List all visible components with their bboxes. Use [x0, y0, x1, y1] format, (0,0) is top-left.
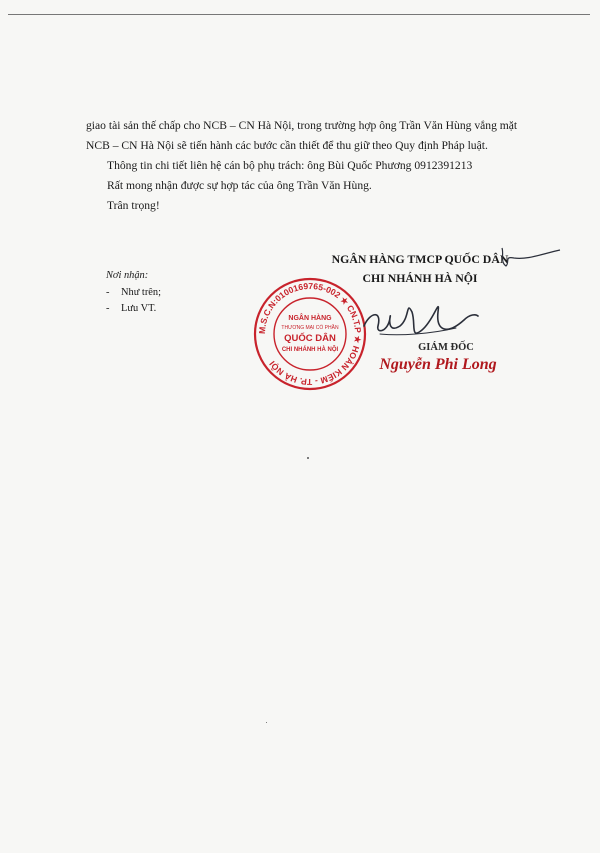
speck [307, 457, 309, 459]
top-divider [8, 14, 590, 15]
body-line: giao tài sản thế chấp cho NCB – CN Hà Nội, trong trường hợp ông Trần Văn Hùng vắng mặt [86, 119, 518, 132]
signer-name: Nguyễn Phi Long [379, 356, 497, 373]
recipient-item: - Như trên; [106, 285, 161, 302]
closing-request: Rất mong nhận được sự hợp tác của ông Trần Văn Hùng. [107, 179, 372, 192]
speck [266, 722, 267, 723]
stamp-inner-line: NGÂN HÀNG [288, 315, 332, 322]
initial-mark [492, 240, 562, 270]
org-name: NGÂN HÀNG TMCP QUỐC DÂN [331, 252, 509, 266]
recipient-item: - Lưu VT. [106, 301, 161, 318]
letter-body [86, 116, 556, 216]
stamp-inner-line: THƯƠNG MẠI CỔ PHẦN [281, 325, 339, 331]
stamp-outer-text: M.S.C.N:0100169765-002 ★ CN.T.P ★ HOÀN KIẾM - TP. HÀ NỘI [256, 280, 364, 388]
contact-info: Thông tin chi tiết liên hệ cán bộ phụ trách: ông Bùi Quốc Phương 0912391213 [107, 159, 473, 172]
closing-greeting: Trân trọng! [107, 199, 160, 212]
recipients-label: Nơi nhận: [106, 270, 149, 281]
recipients-list [106, 268, 161, 318]
stamp-inner-line: CHI NHÁNH HÀ NỘI [281, 347, 339, 353]
body-line: NCB – CN Hà Nội sẽ tiến hành các bước cần thiết để thu giữ theo Quy định Pháp luật. [86, 139, 488, 152]
official-stamp [252, 276, 368, 392]
handwritten-signature [360, 290, 480, 350]
branch-name: CHI NHÁNH HÀ NỘI [362, 270, 478, 285]
stamp-inner-line: QUỐC DÂN [284, 333, 336, 344]
signer-title: GIÁM ĐỐC [418, 342, 474, 353]
